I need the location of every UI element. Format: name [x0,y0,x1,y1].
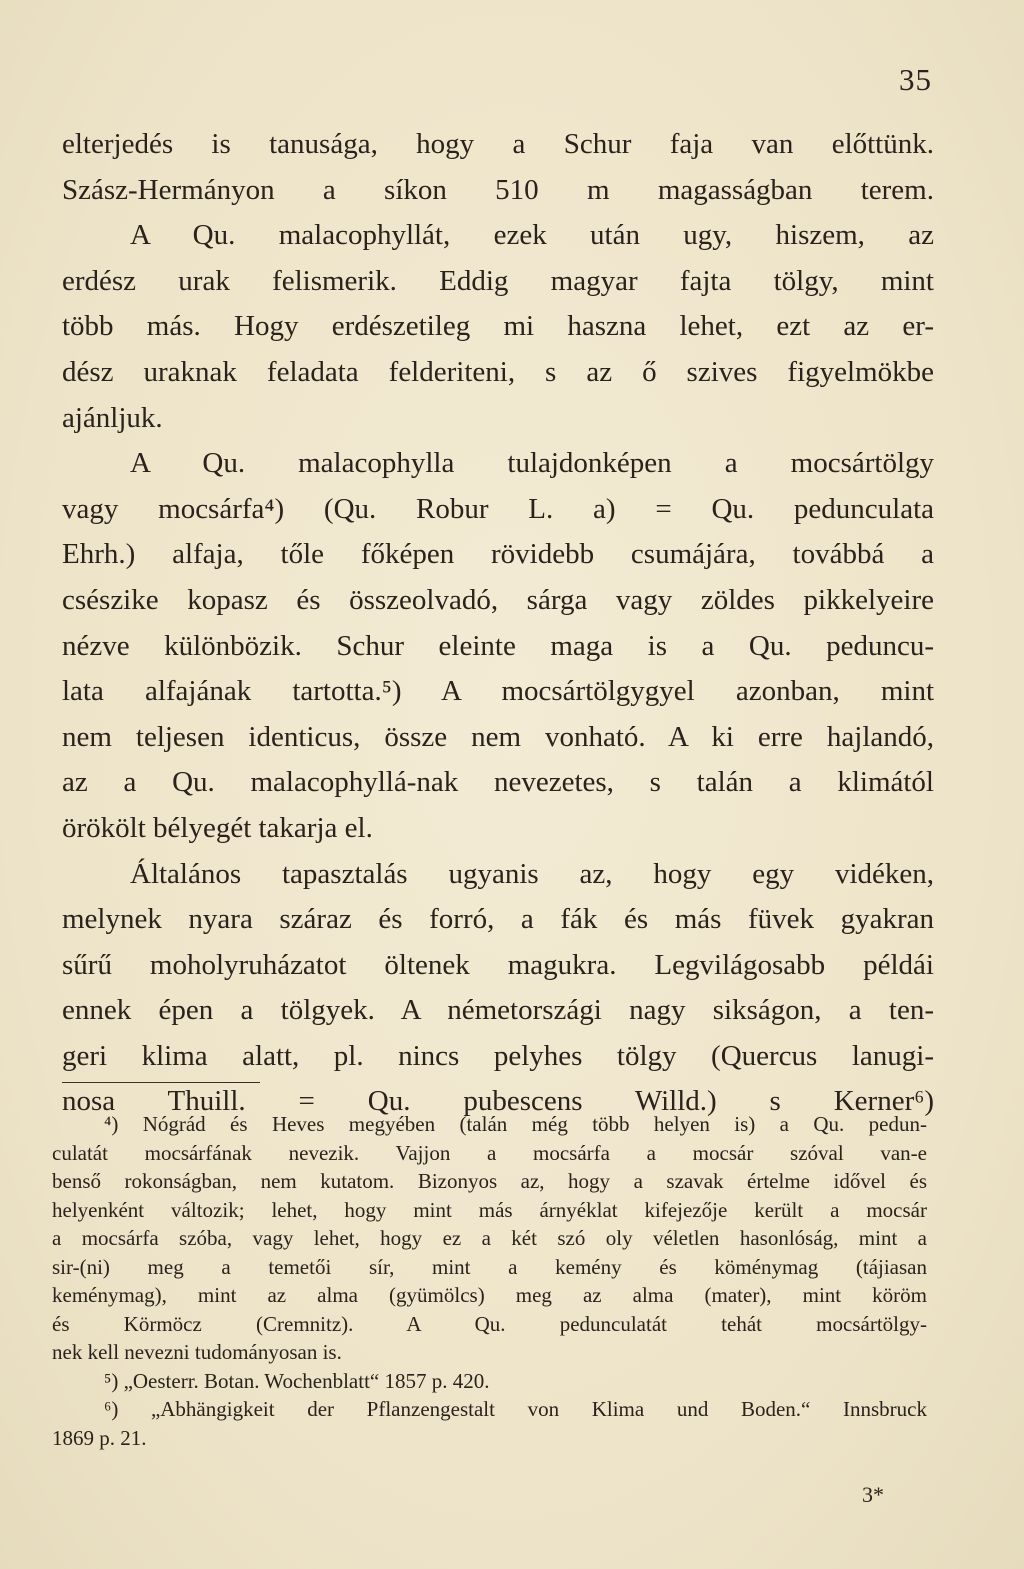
body-line: sűrű moholyruházatot öltenek magukra. Legvilágosabb példái [62,948,934,981]
body-line: Ehrh.) alfaja, tőle főképen rövidebb csumájára, továbbá a [62,538,934,571]
body-line: dész uraknak feladata felderiteni, s az ő szives figyelmökbe [62,355,934,388]
body-line: nosa Thuill. = Qu. pubescens Willd.) s Kerner⁶) [62,1085,934,1118]
body-line: több más. Hogy erdészetileg mi haszna lehet, ezt az er- [62,310,934,343]
body-line: A Qu. malacophylla tulajdonképen a mocsártölgy [130,447,934,480]
page-number: 35 [899,62,932,97]
footnote-line: sir-(ni) meg a temetői sír, mint a kemény és köménymag (tájiasan [52,1254,927,1279]
footnote-line: a mocsárfa szóba, vagy lehet, hogy ez a két szó oly véletlen hasonlóság, mint a [52,1226,927,1250]
body-line: ennek épen a tölgyek. A németországi nagy sikságon, a ten- [62,994,934,1027]
footnote-separator [62,1082,260,1083]
footnote-line: ⁶) „Abhängigkeit der Pflanzengestalt von Klima und Boden.“ Innsbruck [104,1397,927,1421]
body-line: vagy mocsárfa⁴) (Qu. Robur L. a) = Qu. pedunculata [62,492,934,525]
footnote-line: 1869 p. 21. [52,1425,147,1450]
footnote-line: benső rokonságban, nem kutatom. Bizonyos az, hogy a szavak értelme idővel és [52,1169,927,1193]
body-line: ajánljuk. [62,401,163,434]
body-line: A Qu. malacophyllát, ezek után ugy, hiszem, az [130,219,934,252]
footnote-line: culatát mocsárfának nevezik. Vajjon a mocsárfa a mocsár szóval van-e [52,1140,927,1165]
body-line: az a Qu. malacophyllá-nak nevezetes, s talán a klimától [62,766,934,799]
body-line: melynek nyara száraz és forró, a fák és más füvek gyakran [62,903,934,936]
body-line: csészike kopasz és összeolvadó, sárga vagy zöldes pikkelyeire [62,583,934,616]
footnote-line: ⁵) „Oesterr. Botan. Wochenblatt“ 1857 p. 420. [104,1368,490,1393]
body-line: Szász-Hermányon a síkon 510 m magasságban terem. [62,173,934,206]
footnote-line: helyenként változik; lehet, hogy mint más árnyéklat kifejezője került a mocsár [52,1197,927,1222]
footnote-line: nek kell nevezni tudományosan is. [52,1340,342,1364]
body-line: erdész urak felismerik. Eddig magyar fajta tölgy, mint [62,264,934,297]
footnote-line: és Körmöcz (Cremnitz). A Qu. pedunculatát tehát mocsártölgy- [52,1311,927,1336]
footnote-line: ⁴) Nógrád és Heves megyében (talán még több helyen is) a Qu. pedun- [104,1112,927,1136]
body-line: geri klima alatt, pl. nincs pelyhes tölgy (Quercus lanugi- [62,1039,934,1072]
footnotes [52,1110,927,1452]
body-line: nézve különbözik. Schur eleinte maga is a Qu. peduncu- [62,629,934,662]
body-line: elterjedés is tanusága, hogy a Schur faja van előttünk. [62,128,934,160]
body-line: nem teljesen identicus, össze nem vonható. A ki erre hajlandó, [62,720,934,753]
body-line: örökölt bélyegét takarja el. [62,811,373,844]
body-line: Általános tapasztalás ugyanis az, hogy egy vidéken, [130,857,934,890]
footnote-line: keménymag), mint az alma (gyümölcs) meg az alma (mater), mint köröm [52,1283,927,1307]
signature-mark: 3* [862,1482,884,1507]
body-line: lata alfajának tartotta.⁵) A mocsártölgygyel azonban, mint [62,675,934,708]
body-text [62,122,934,1125]
